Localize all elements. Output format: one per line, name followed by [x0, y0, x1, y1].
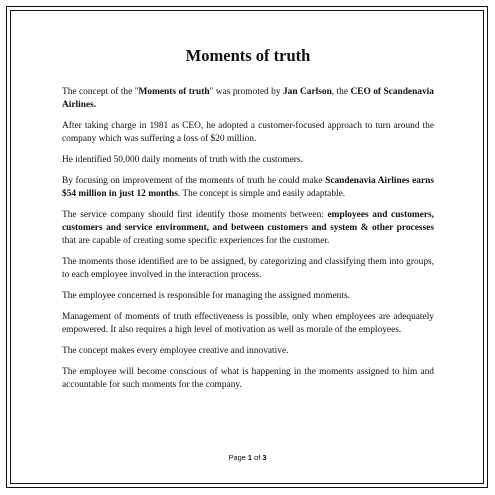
text-run: He identified 50,000 daily moments of truth with the customers. — [62, 155, 303, 165]
text-run: By focusing on improvement of the moments of truth he could make — [62, 175, 326, 186]
paragraph — [62, 120, 434, 146]
text-run: Management of moments of truth effectiveness is possible, only when employees are adequately empowered. It also requires a high level of motivation as well as morale of the employees. — [62, 311, 434, 335]
paragraph — [62, 86, 434, 112]
text-run: After taking charge in 1981 as CEO, he adopted a customer-focused approach to turn around the company which was suffering a loss of $20 million. — [62, 121, 434, 145]
text-run: that are capable of creating some specific experiences for the customer. — [62, 236, 330, 247]
paragraph — [62, 154, 434, 167]
text-run: " was promoted by — [209, 87, 283, 97]
text-run: . The concept is simple and easily adaptable. — [177, 189, 346, 199]
document-body — [62, 86, 434, 400]
text-run: The employee concerned is responsible for managing the assigned moments. — [62, 291, 350, 301]
footer-of-word: of — [254, 453, 261, 462]
footer-page-word: Page — [228, 453, 246, 462]
document-title: Moments of truth — [185, 46, 311, 65]
footer-total-pages: 3 — [262, 453, 267, 462]
text-run: The concept of the " — [62, 87, 139, 97]
text-run: The concept makes every employee creative and innovative. — [62, 345, 289, 356]
bold-text: Jan Carlson — [282, 87, 332, 97]
paragraph — [62, 175, 434, 201]
paragraph — [62, 366, 434, 392]
text-run: The employee will become conscious of what is happening in the moments assigned to him and accountable for such moments for the company. — [62, 366, 434, 390]
footer-current-page: 1 — [247, 453, 253, 462]
paragraph — [62, 209, 434, 249]
bold-text: employees and customers, customers and service environment, and between customers and system & other processes — [62, 209, 435, 233]
text-run: The service company should first identify those moments between: — [62, 209, 328, 220]
text-run: The moments those identified are to be assigned, by categorizing and classifying them into groups, to each employee involved in the interaction process. — [62, 257, 434, 281]
paragraph — [62, 345, 434, 358]
page-footer — [0, 453, 495, 462]
paragraph — [62, 311, 434, 337]
text-run: , the — [331, 87, 351, 97]
bold-text: Moments of truth — [138, 87, 210, 97]
paragraph — [62, 290, 434, 303]
bold-text: Scandenavia Airlines earns $54 million in just 12 months — [62, 175, 434, 199]
bold-text: CEO of Scandenavia Airlines. — [62, 87, 434, 111]
paragraph — [62, 256, 434, 282]
